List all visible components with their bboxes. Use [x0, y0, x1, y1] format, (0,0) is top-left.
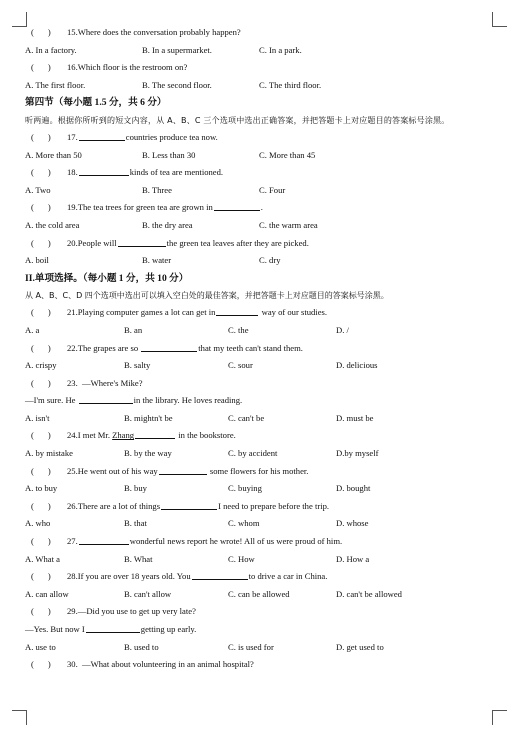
- option-a: A. by mistake: [25, 448, 73, 459]
- option-c: C. How: [228, 553, 255, 564]
- answer-paren: ( ): [31, 307, 51, 318]
- question-text-end: the green tea leaves after they are picked.: [166, 237, 309, 248]
- answer-paren: ( ): [31, 342, 51, 353]
- option-c: C. can't be: [228, 412, 265, 423]
- question-text: Playing computer games a lot can get in: [77, 307, 216, 318]
- answer-paren: ( ): [31, 237, 51, 248]
- option-b: B. by the way: [124, 448, 172, 459]
- options-24: [25, 445, 495, 463]
- option-c: C. the: [228, 324, 249, 335]
- option-b: B. an: [124, 324, 143, 335]
- option-a: A. boil: [25, 255, 49, 266]
- option-b: B. that: [124, 518, 147, 529]
- option-c: C. buying: [228, 483, 262, 494]
- question-text-end: that my teeth can't stand them.: [198, 342, 303, 353]
- option-c: C. the warm area: [259, 219, 318, 230]
- question-text: People will: [77, 237, 117, 248]
- option-b: B. In a supermarket.: [142, 44, 212, 55]
- option-b: B. can't allow: [124, 588, 172, 599]
- option-c: C. In a park.: [259, 44, 302, 55]
- answer-paren: ( ): [31, 131, 51, 142]
- answer-paren: ( ): [31, 465, 51, 476]
- question-27: [25, 533, 495, 551]
- options-15: [25, 42, 495, 60]
- question-number: 23.: [67, 377, 78, 388]
- option-a: A. In a factory.: [25, 44, 77, 55]
- question-text: The tea trees for green tea are grown in: [77, 202, 213, 213]
- exam-content: [25, 24, 495, 674]
- options-27: [25, 551, 495, 569]
- option-b: B. used to: [124, 641, 159, 652]
- option-a: A. use to: [25, 641, 56, 652]
- section-2-heading: II.单项选择。（每小题 1 分，共 10 分）: [25, 272, 189, 284]
- question-text: Which floor is the restroom on?: [77, 62, 188, 73]
- question-text-end: way of our studies.: [261, 307, 328, 318]
- question-26: [25, 498, 495, 516]
- option-c: C. whom: [228, 518, 260, 529]
- option-b: B. Less than 30: [142, 149, 196, 160]
- answer-blank: [79, 165, 129, 176]
- answer-blank: [79, 130, 125, 141]
- option-b: B. salty: [124, 360, 151, 371]
- response-text-end: in the library. He loves reading.: [133, 395, 243, 406]
- question-17: [25, 129, 495, 147]
- question-number: 16.: [67, 62, 78, 73]
- option-b: B. The second floor.: [142, 79, 212, 90]
- options-23: [25, 410, 495, 428]
- answer-paren: ( ): [31, 377, 51, 388]
- option-c: C. by accident: [228, 448, 278, 459]
- option-c: C. can be allowed: [228, 588, 290, 599]
- answer-paren: ( ): [31, 500, 51, 511]
- question-text-end: in the bookstore.: [178, 430, 236, 441]
- question-16: [25, 59, 495, 77]
- option-d: D. must be: [336, 412, 374, 423]
- question-number: 26.: [67, 500, 78, 511]
- option-d: D. delicious: [336, 360, 378, 371]
- question-text: countries produce tea now.: [125, 131, 218, 142]
- options-22: [25, 357, 495, 375]
- answer-paren: ( ): [31, 27, 51, 37]
- option-d: D. How a: [336, 553, 370, 564]
- options-25: [25, 480, 495, 498]
- response-29: [25, 621, 495, 639]
- option-a: A. More than 50: [25, 149, 82, 160]
- answer-paren: ( ): [31, 202, 51, 213]
- question-number: 30.: [67, 659, 78, 670]
- option-c: C. dry: [259, 255, 281, 266]
- answer-paren: ( ): [31, 167, 51, 178]
- question-number: 19.: [67, 202, 78, 213]
- question-text: Where does the conversation probably happen?: [77, 27, 241, 37]
- answer-paren: ( ): [31, 659, 51, 670]
- options-21: [25, 322, 495, 340]
- question-text-end: some flowers for his mother.: [209, 465, 309, 476]
- question-28: [25, 568, 495, 586]
- option-c: C. sour: [228, 360, 253, 371]
- option-b: B. Three: [142, 184, 172, 195]
- crop-mark-bottom-right: [492, 710, 507, 725]
- option-c: C. The third floor.: [259, 79, 322, 90]
- answer-blank: [216, 305, 258, 316]
- question-23: [25, 375, 495, 393]
- option-b: B. buy: [124, 483, 147, 494]
- question-text: —Did you use to get up very late?: [77, 606, 196, 617]
- question-21: [25, 304, 495, 322]
- options-16: [25, 77, 495, 95]
- option-d: D. can't be allowed: [336, 588, 402, 599]
- question-text: I met Mr.: [77, 430, 110, 441]
- option-d: D.by myself: [336, 448, 379, 459]
- option-b: B. water: [142, 255, 172, 266]
- option-d: D. get used to: [336, 641, 384, 652]
- question-text-end: I need to prepare before the trip.: [218, 500, 330, 511]
- response-text: —I'm sure. He: [25, 395, 76, 406]
- question-text: wonderful news report he wrote! All of us were proud of him.: [129, 536, 343, 547]
- options-26: [25, 515, 495, 533]
- option-b: B. mightn't be: [124, 412, 173, 423]
- question-25: [25, 463, 495, 481]
- option-a: A. Two: [25, 184, 51, 195]
- question-29: [25, 603, 495, 621]
- option-d: D. /: [336, 324, 349, 335]
- question-20: [25, 235, 495, 253]
- option-a: A. What a: [25, 553, 60, 564]
- option-a: A. The first floor.: [25, 79, 86, 90]
- section-4-heading: 第四节（每小题 1.5 分，共 6 分）: [25, 97, 167, 109]
- answer-blank: [159, 464, 207, 475]
- option-d: D. whose: [336, 518, 369, 529]
- answer-blank: [79, 534, 129, 545]
- option-d: D. bought: [336, 483, 371, 494]
- question-number: 17.: [67, 131, 78, 142]
- question-number: 15.: [67, 27, 78, 37]
- section-4-instructions: 听两遍。根据你所听到的短文内容，从 A、B、C 三个选项中选出正确答案，并把答题卡上对应题目的答案标号涂黑。: [25, 115, 450, 125]
- options-18: [25, 182, 495, 200]
- question-text: If you are over 18 years old. You: [77, 571, 191, 582]
- question-number: 20.: [67, 237, 78, 248]
- option-a: A. isn't: [25, 412, 50, 423]
- question-text: There are a lot of things: [77, 500, 161, 511]
- question-15: [25, 24, 495, 42]
- question-number: 21.: [67, 307, 78, 318]
- section-2-instructions: 从 A、B、C、D 四个选项中选出可以填入空白处的最佳答案，并把答题卡上对应题目的答案标号涂黑。: [25, 291, 389, 301]
- answer-paren: ( ): [31, 606, 51, 617]
- question-text: —Where's Mike?: [82, 377, 143, 388]
- question-24: [25, 427, 495, 445]
- option-c: C. Four: [259, 184, 286, 195]
- response-text: —Yes. But now I: [25, 624, 85, 634]
- option-a: A. who: [25, 518, 51, 529]
- option-c: C. is used for: [228, 641, 274, 652]
- question-number: 24.: [67, 430, 78, 441]
- option-c: C. More than 45: [259, 149, 316, 160]
- question-number: 27.: [67, 536, 78, 547]
- option-b: B. What: [124, 553, 153, 564]
- question-number: 28.: [67, 571, 78, 582]
- question-text-end: .: [260, 202, 263, 213]
- option-a: A. to buy: [25, 483, 58, 494]
- answer-paren: ( ): [31, 62, 51, 73]
- answer-blank: [135, 428, 175, 439]
- question-number: 22.: [67, 342, 78, 353]
- option-b: B. the dry area: [142, 219, 193, 230]
- question-number: 29.: [67, 606, 78, 617]
- question-text: The grapes are so: [77, 342, 139, 353]
- answer-blank: [79, 393, 133, 404]
- options-28: [25, 586, 495, 604]
- answer-blank: [86, 622, 140, 633]
- response-23: [25, 392, 495, 410]
- question-number: 25.: [67, 465, 78, 476]
- answer-blank: [141, 341, 197, 352]
- answer-blank: [161, 499, 217, 510]
- question-text: kinds of tea are mentioned.: [129, 167, 224, 178]
- options-20: [25, 252, 495, 270]
- answer-paren: ( ): [31, 571, 51, 582]
- question-30: [25, 656, 495, 674]
- options-29: [25, 639, 495, 657]
- question-text: He went out of his way: [77, 465, 158, 476]
- option-a: A. can allow: [25, 588, 69, 599]
- answer-paren: ( ): [31, 536, 51, 547]
- crop-mark-bottom-left: [12, 710, 27, 725]
- question-number: 18.: [67, 167, 78, 178]
- response-text-end: getting up early.: [140, 624, 197, 634]
- options-19: [25, 217, 495, 235]
- question-18: [25, 164, 495, 182]
- answer-paren: ( ): [31, 430, 51, 441]
- options-17: [25, 147, 495, 165]
- answer-blank: [192, 569, 248, 580]
- question-text: —What about volunteering in an animal hospital?: [82, 659, 254, 670]
- option-a: A. a: [25, 324, 40, 335]
- person-name: Zhang: [112, 430, 135, 441]
- answer-blank: [118, 236, 166, 247]
- option-a: A. crispy: [25, 360, 57, 371]
- question-22: [25, 340, 495, 358]
- question-19: [25, 199, 495, 217]
- option-a: A. the cold area: [25, 219, 80, 230]
- question-text-end: to drive a car in China.: [248, 571, 328, 582]
- answer-blank: [214, 200, 260, 211]
